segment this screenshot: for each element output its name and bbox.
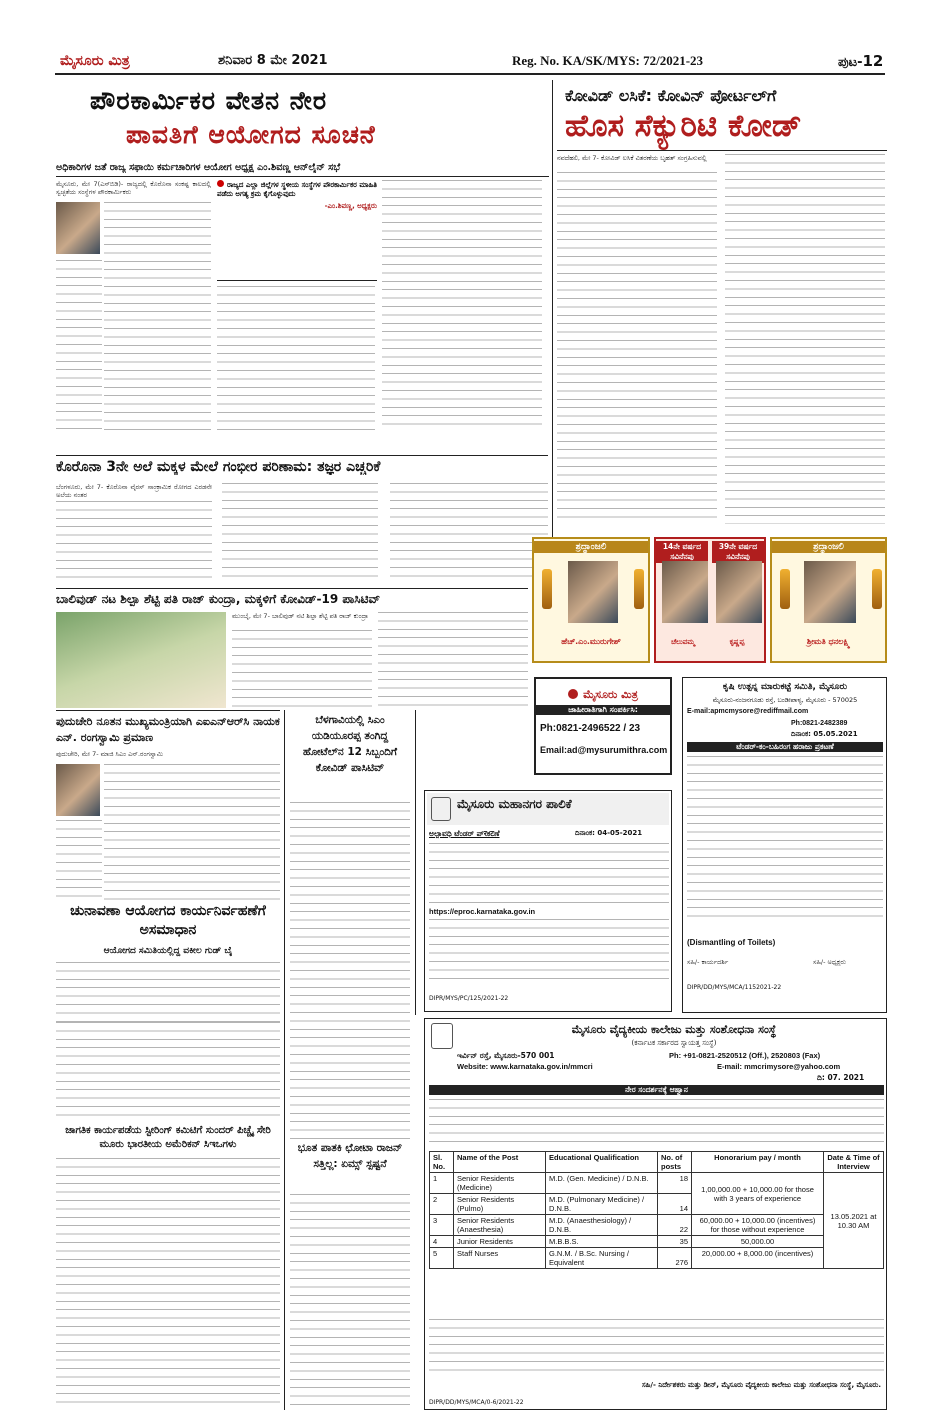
story1-col1-text xyxy=(104,202,211,432)
apmc-sign-left: ಸಹಿ/- ಕಾರ್ಯದರ್ಶಿ xyxy=(687,958,729,966)
apmc-code: DIPR/DD/MYS/MCA/1152021-22 xyxy=(687,984,782,991)
mmcri-notice-title: ನೇರ ಸಂದರ್ಶನಕ್ಕೆ ಆಹ್ವಾನ xyxy=(429,1085,884,1095)
page-value: 12 xyxy=(862,52,884,70)
page-number xyxy=(838,52,883,70)
obituary-strip xyxy=(532,537,887,663)
rangaswamy-photo xyxy=(56,764,100,816)
emblem-icon xyxy=(431,797,451,821)
obituary-1-title: ಶ್ರದ್ಧಾಂಜಲಿ xyxy=(534,541,648,553)
chhota-rajan-headline: ಭೂತ ಪಾತಕಿ ಛೋಟಾ ರಾಜನ್ ಸತ್ತಿಲ್ಲ: ಏಮ್ಸ್ ಸ್ಪಷ್ಟನೆ xyxy=(297,1142,403,1170)
apmc-item: (Dismantling of Toilets) xyxy=(687,938,776,947)
story-raj-kundra xyxy=(56,588,528,708)
apmc-date: ದಿನಾಂಕ: 05.05.2021 xyxy=(791,730,858,738)
pay-junior: 50,000.00 xyxy=(692,1236,824,1248)
interview-datetime: 13.05.2021 at 10.30 AM xyxy=(824,1173,884,1269)
emblem-icon xyxy=(431,1023,453,1049)
contact-email[interactable]: Email:ad@mysurumithra.com xyxy=(540,745,668,755)
belagavi-headline: ಬೆಳಗಾವಿಯಲ್ಲಿ ಸಿಎಂ ಯಡಿಯೂರಪ್ಪ ತಂಗಿದ್ದ ಹೋಟೆಲ್‌ನ 12 ಸಿಬ್ಬಂದಿಗೆ ಕೋವಿಡ್ ಪಾಸಿಟಿವ್ xyxy=(302,714,398,774)
cowin-dateline: ನವದೆಹಲಿ, ಮೇ 7- ಕೋವಿಡ್ ಲಸಿಕೆ ವಿತರಣೆಯ ಬೃಹತ್ ಸಂಗ್ರಹಿಸುವಲ್ಲಿ xyxy=(557,154,707,162)
table-row: 1 Senior Residents (Medicine) M.D. (Gen. Medicine) / D.N.B. 18 1,00,000.00 + 10,000.00 for those with 3 years of experience 13.05.2021 at 10.30 AM xyxy=(430,1173,884,1194)
mmcri-date: ದಿ: 07. 2021 xyxy=(817,1073,865,1082)
pullquote-dot-icon xyxy=(217,180,224,187)
lamp-icon xyxy=(634,569,644,609)
mmcri-title: ಮೈಸೂರು ವೈದ್ಯಕೀಯ ಕಾಲೇಜು ಮತ್ತು ಸಂಶೋಧನಾ ಸಂಸ್ಥೆ xyxy=(571,1023,777,1036)
obituary-4 xyxy=(770,537,887,663)
col-interview: Date & Time of Interview xyxy=(824,1152,884,1173)
ad-mmcri-walk-in xyxy=(424,1018,887,1410)
mmcri-posts-table xyxy=(429,1151,884,1269)
mmcri-code: DIPR/DD/MYS/MCA/0-6/2021-22 xyxy=(429,1399,524,1406)
family-photo xyxy=(56,612,226,708)
mmcri-email[interactable]: E-mail: mmcrimysore@yahoo.com xyxy=(717,1062,841,1071)
story-sundar-pichai xyxy=(56,1124,280,1409)
table-row: 5 Staff Nurses G.N.M. / B.Sc. Nursing / Equivalent 276 20,000.00 + 8,000.00 (incentives) xyxy=(430,1248,884,1269)
headline-line1: ಪೌರಕಾರ್ಮಿಕರ ವೇತನ ನೇರ xyxy=(90,86,328,115)
col-post: Name of the Post xyxy=(454,1152,546,1173)
contact-phone[interactable]: Ph:0821-2496522 / 23 xyxy=(540,723,641,734)
apmc-notice-title: ಟೆಂಡರ್-ಕಂ-ಬಹಿರಂಗ ಹರಾಜು ಪ್ರಕಟಣೆ xyxy=(687,742,883,752)
mcc-title: ಮೈಸೂರು ಮಹಾನಗರ ಪಾಲಿಕೆ xyxy=(457,797,572,811)
obituary-4-name: ಶ್ರೀಮತಿ ಧನಲಕ್ಷ್ಮಿ xyxy=(806,637,851,646)
mcc-code: DIPR/MYS/PC/125/2021-22 xyxy=(429,995,509,1002)
obituary-2 xyxy=(654,537,766,663)
cowin-headline-line1: ಕೋವಿಡ್ ಲಸಿಕೆ: ಕೋವಿನ್ ಪೋರ್ಟಲ್‌ಗೆ xyxy=(565,86,777,105)
story-belagavi-hotel xyxy=(290,710,410,1140)
ec-headline: ಚುನಾವಣಾ ಆಯೋಗದ ಕಾರ್ಯನಿರ್ವಹಣೆಗೆ ಅಸಮಾಧಾನ xyxy=(70,903,266,938)
puducherry-headline: ಪುದುಚೇರಿ ನೂತನ ಮುಖ್ಯಮಂತ್ರಿಯಾಗಿ ಎಐಎನ್‌ಆರ್‌ಸಿ ನಾಯಕ ಎನ್. ರಂಗಸ್ವಾಮಿ ಪ್ರಮಾಣ xyxy=(56,715,280,744)
mmcri-sign: ಸಹಿ/- ನಿರ್ದೇಶಕರು ಮತ್ತು ಡೀನ್, ಮೈಸೂರು ವೈದ್ಯಕೀಯ ಕಾಲೇಜು ಮತ್ತು ಸಂಶೋಧನಾ ಸಂಸ್ಥೆ, ಮೈಸೂರು. xyxy=(641,1381,881,1389)
pay-senior-fresh: 60,000.00 + 10,000.00 (incentives) for those without experience xyxy=(692,1215,824,1236)
col-honorarium: Honorarium pay / month xyxy=(692,1152,824,1173)
ad-contact xyxy=(534,677,672,775)
col-sl-no: Sl. No. xyxy=(430,1152,454,1173)
obituary-1-name: ಹೆಚ್.ಎಂ.ಮುರುಗೇಶ್ xyxy=(561,637,621,646)
col-qualification: Educational Qualification xyxy=(546,1152,658,1173)
story-corona-third-wave xyxy=(56,455,548,585)
table-row: 4 Junior Residents M.B.B.S. 35 50,000.00 xyxy=(430,1236,884,1248)
apmc-address: ಮೈಸೂರು-ನಂಜನಗೂಡು ರಸ್ತೆ, ಬಂಡೀಪಾಳ್ಯ, ಮೈಸೂರು - 570025 xyxy=(712,696,858,704)
col-posts: No. of posts xyxy=(658,1152,692,1173)
contact-title: ಮೈಸೂರು ಮಿತ್ರ xyxy=(536,683,670,702)
mmcri-subtitle: (ಕರ್ನಾಟಕ ಸರ್ಕಾರದ ಸ್ವಾಯತ್ತ ಸಂಸ್ಥೆ) xyxy=(631,1039,717,1047)
story-election-commission xyxy=(56,902,280,1022)
obituary-2-photo xyxy=(662,561,708,623)
mmcri-address: ಇರ್ವಿನ್ ರಸ್ತೆ, ಮೈಸೂರು-570 001 xyxy=(457,1051,555,1060)
apmc-email: E-mail:apmcmysore@rediffmail.com xyxy=(687,708,809,715)
obituary-4-title: ಶ್ರದ್ಧಾಂಜಲಿ xyxy=(772,541,885,553)
paper-logo: ಮೈಸೂರು ಮಿತ್ರ xyxy=(60,53,130,69)
subheadline: ಅಧಿಕಾರಿಗಳ ಜತೆ ರಾಜ್ಯ ಸಫಾಯಿ ಕರ್ಮಚಾರಿಗಳ ಆಯೋಗ ಅಧ್ಯಕ್ಷ ಎಂ.ಶಿವಣ್ಣ ಆನ್‌ಲೈನ್ ಸಭೆ xyxy=(56,162,341,173)
cowin-headline-line2: ಹೊಸ ಸೆಕ್ಯುರಿಟಿ ಕೋಡ್ xyxy=(565,108,802,144)
lamp-icon xyxy=(542,569,552,609)
table-row: 2 Senior Residents (Pulmo) M.D. (Pulmonary Medicine) / D.N.B. 14 xyxy=(430,1194,884,1215)
pichai-headline: ಜಾಗತಿಕ ಕಾರ್ಯಪಡೆಯ ಸ್ಟೀರಿಂಗ್ ಕಮಿಟಿಗೆ ಸುಂದರ್ ಪಿಚ್ಚೈ ಸೇರಿ ಮೂರು ಭಾರತೀಯ ಅಮೆರಿಕನ್ ಸಿಇಒಗಳು xyxy=(65,1125,271,1150)
apmc-phone: Ph:0821-2482389 xyxy=(791,720,848,727)
issue-date: ಶನಿವಾರ 8 ಮೇ 2021 xyxy=(218,53,328,68)
mcc-date: ದಿನಾಂಕ: 04-05-2021 xyxy=(575,829,643,837)
story1-dateline: ಮೈಸೂರು, ಮೇ 7(ಎಸ್‌ಬಿಡಿ)- ರಾಜ್ಯದಲ್ಲಿ ಕೊರೊನಾ ಸಂಕಷ್ಟ ಕಾಲದಲ್ಲಿ ಸ್ವಚ್ಛತೆಯ ಸಂಸ್ಥೆಗಳ ಪೌರಕಾರ್ಮಿಕರು xyxy=(56,180,211,197)
lamp-icon xyxy=(872,569,882,609)
story-chhota-rajan xyxy=(290,1140,410,1410)
registration-number: Reg. No. KA/SK/MYS: 72/2021-23 xyxy=(512,53,704,68)
story-puducherry xyxy=(56,710,280,900)
story-cowin xyxy=(557,80,887,540)
obituary-4-photo xyxy=(804,561,856,623)
cowin-col1-text xyxy=(557,172,717,524)
obituary-1 xyxy=(532,537,650,663)
ad-apmc xyxy=(682,677,887,1013)
commission-chair-photo xyxy=(56,202,100,254)
bollywood-dateline: ಮುಂಬೈ, ಮೇ 7- ಬಾಲಿವುಡ್ ನಟಿ ಶಿಲ್ಪಾ ಶೆಟ್ಟಿ ಪತಿ ರಾಜ್ ಕುಂದ್ರಾ xyxy=(232,612,369,620)
logo-icon xyxy=(568,689,578,699)
obituary-2-title: 14ನೇ ವರ್ಷದ ಸವಿನೆನಪು xyxy=(656,541,708,563)
corona-headline: ಕೊರೊನಾ 3ನೇ ಅಲೆ ಮಕ್ಕಳ ಮೇಲೆ ಗಂಭೀರ ಪರಿಣಾಮ: ತಜ್ಞರ ಎಚ್ಚರಿಕೆ xyxy=(56,459,381,475)
puducherry-dateline: ಪುದುಚೇರಿ, ಮೇ 7- ಮಾಜಿ ಸಿಎಂ ಎನ್.ರಂಗಸ್ವಾಮಿ xyxy=(56,750,164,758)
pullquote-credit: -ಎಂ.ಶಿವಣ್ಣ, ಅಧ್ಯಕ್ಷರು xyxy=(324,202,377,210)
ec-subheadline: ಆಯೋಗದ ಸಮಿತಿಯಲ್ಲಿದ್ದ ವಕೀಲ ಗುಡ್ ಬೈ xyxy=(103,946,233,956)
cowin-col2-text xyxy=(725,154,885,524)
corona-dateline: ಬೆಂಗಳೂರು, ಮೇ 7- ಕೊರೊನಾ ವೈರಸ್ ಸಾಂಕ್ರಾಮಿಕ ರೋಗದ ಎರಡನೇ ಅಲೆಯ ನಂತರ xyxy=(56,483,212,499)
story-pourakarmika xyxy=(56,80,549,450)
obituary-3-name: ಕೃಷ್ಣಪ್ಪ xyxy=(729,638,745,646)
mmcri-phone: Ph: +91-0821-2520512 (Off.), 2520803 (Fax) xyxy=(669,1051,821,1060)
obituary-2-name: ಚೆಲುವಮ್ಮ xyxy=(671,638,695,646)
headline-line2: ಪಾವತಿಗೆ ಆಯೋಗದ ಸೂಚನೆ xyxy=(126,120,376,149)
contact-line: ಜಾಹೀರಾತಿಗಾಗಿ ಸಂಪರ್ಕಿಸಿ: xyxy=(536,705,670,715)
table-row: 3 Senior Residents (Anaesthesia) M.D. (Anaesthesiology) / D.N.B. 22 60,000.00 + 10,000.00 (incentives) for those without experience xyxy=(430,1215,884,1236)
pullquote: ರಾಜ್ಯದ ಎಲ್ಲಾ ಜಿಲ್ಲೆಗಳ ಸ್ಥಳೀಯ ಸಂಸ್ಥೆಗಳ ಪೌರಕಾರ್ಮಿಕರ ಮಾಹಿತಿ ಪಡೆದು ಅಗತ್ಯ ಕ್ರಮ ಕೈಗೊಳ್ಳುವುದು -ಎಂ.ಶಿವಣ್ಣ, ಅಧ್ಯಕ್ಷರು xyxy=(217,181,377,210)
pay-senior-experienced: 1,00,000.00 + 10,000.00 for those with 3 years of experience xyxy=(692,1173,824,1215)
apmc-sign-right: ಸಹಿ/- ಅಧ್ಯಕ್ಷರು xyxy=(813,958,846,966)
ad-mysuru-city-corporation xyxy=(424,790,672,1012)
masthead xyxy=(0,0,945,80)
mcc-notice: ಅಲ್ಪಾವಧಿ ಟೆಂಡರ್ ಪ್रಕटಣೆ xyxy=(429,829,500,838)
mcc-header xyxy=(427,793,669,825)
mcc-eproc-url[interactable]: https://eproc.karnataka.gov.in xyxy=(429,907,536,916)
page-label: ಪುಟ- xyxy=(838,55,863,70)
bollywood-headline: ಬಾಲಿವುಡ್ ನಟ ಶಿಲ್ಪಾ ಶೆಟ್ಟಿ ಪತಿ ರಾಜ್ ಕುಂದ್ರಾ, ಮಕ್ಕಳಿಗೆ ಕೋವಿಡ್-19 ಪಾಸಿಟಿವ್ xyxy=(56,592,381,606)
lamp-icon xyxy=(780,569,790,609)
obituary-1-photo xyxy=(568,561,618,623)
obituary-3-photo xyxy=(716,561,762,623)
mmcri-website[interactable]: Website: www.karnataka.gov.in/mmcri xyxy=(457,1062,593,1071)
pay-nurses: 20,000.00 + 8,000.00 (incentives) xyxy=(692,1248,824,1269)
apmc-title: ಕೃಷಿ ಉತ್ಪನ್ನ ಮಾರುಕಟ್ಟೆ ಸಮಿತಿ, ಮೈಸೂರು xyxy=(722,682,848,692)
obituary-3-title: 39ನೇ ವರ್ಷದ ಸವಿನೆನಪು xyxy=(712,541,764,563)
